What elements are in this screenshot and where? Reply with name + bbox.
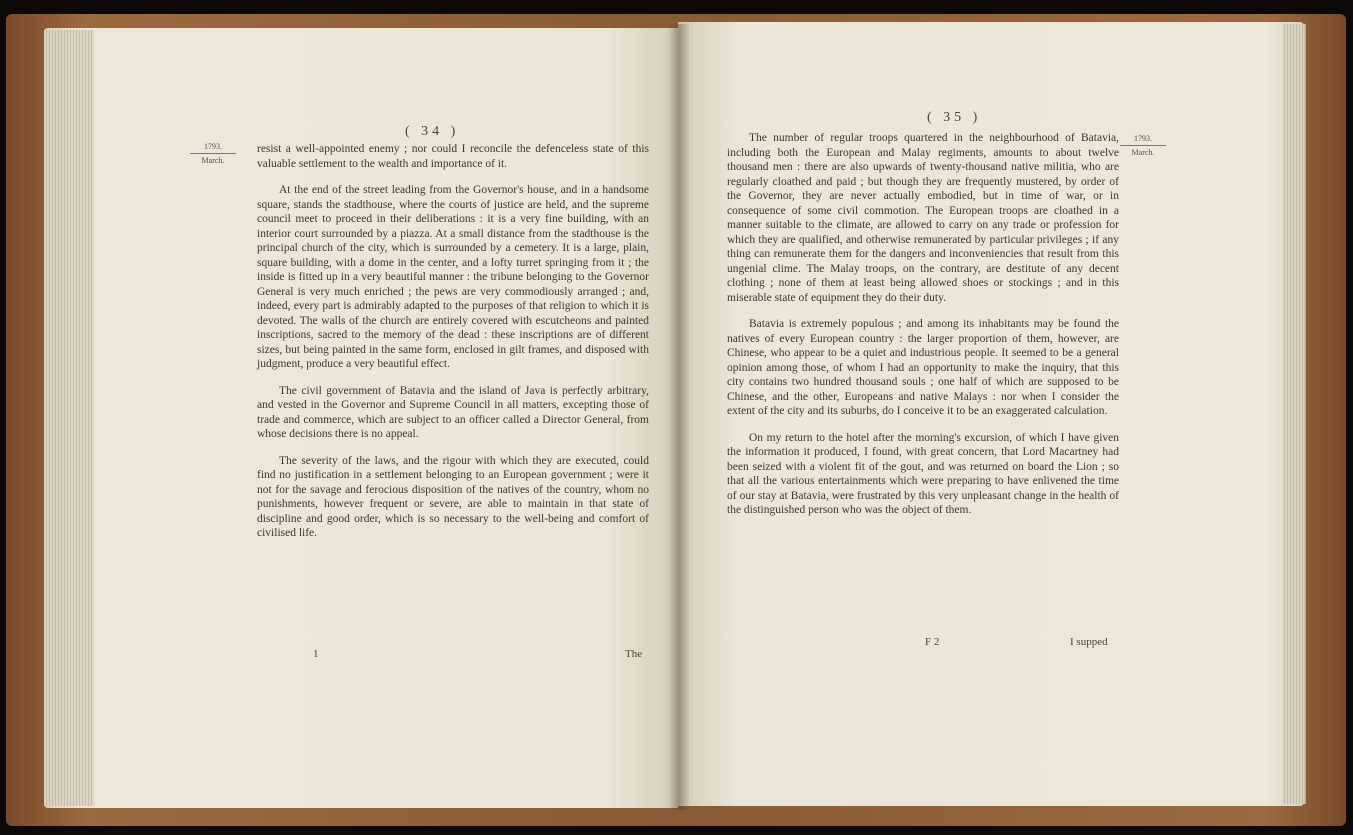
book-gutter — [668, 24, 690, 810]
left-margin-month: March. — [201, 156, 225, 165]
right-page-text — [727, 131, 1119, 518]
left-paragraph-3: The civil government of Batavia and the island of Java is perfectly arbitrary, and vested in the Governor and Supreme Council in all matters, excepting those of trade and commerce, which are subject to an officer called a Director General, from whose decisions there is no appeal. — [257, 384, 649, 440]
right-margin-note — [1120, 134, 1166, 158]
left-margin-year: 1793. — [190, 142, 236, 154]
left-paragraph-4: The severity of the laws, and the rigour with which they are executed, could find no justification in a settlement belonging to an European government ; were it not for the savage and ferocious disposition of the natives of the country, whom no punishments, however frequent or severe, are able to maintain in that state of discipline and good order, which is so necessary to the well-being and comfort of civilised life. — [257, 454, 649, 539]
right-page-number: ( 35 ) — [927, 110, 982, 125]
left-paragraph-2: At the end of the street leading from the Governor's house, and in a handsome square, stands the stadthouse, where the courts of justice are held, and the supreme council meet to proceed in their deliberations : it is a very fine building, with an interior court surrounded by a piazza. At a small distance from the stadthouse is the principal church of the city, which is surrounded by a cemetery. It is a large, plain, square building, with a dome in the center, and a lofty turret springing from it ; the inside is fitted up in a very beautiful manner : the tribune belonging to the Governor General is very much enriched ; the pews are very commodiously arranged ; and, indeed, every part is admirably adapted to the purposes of that religion to which it is devoted. The walls of the church are entirely covered with escutcheons and painted inscriptions, sacred to the memory of the dead : these inscriptions are of different sizes, but being painted in the same form, enclosed in gilt frames, and disposed with judgment, produce a very beautiful effect. — [257, 184, 649, 370]
right-page-edges — [1282, 24, 1306, 804]
right-paragraph-3: On my return to the hotel after the morning's excursion, of which I have given the information it produced, I found, with great concern, that Lord Macartney had been seized with a violent fit of the gout, and was returned on board the Lion ; so that all the various entertainments which were preparing to have enlivened the time of our stay at Batavia, were frustrated by this very unpleasant change in the health of the distinguished person who was the object of them. — [727, 431, 1119, 516]
right-margin-month: March. — [1131, 148, 1155, 157]
left-paragraph-1: resist a well-appointed enemy ; nor could I reconcile the defenceless state of this valuable settlement to the wealth and importance of it. — [257, 143, 649, 170]
left-page-text — [257, 142, 649, 541]
right-paragraph-2: Batavia is extremely populous ; and among its inhabitants may be found the natives of every European country : the larger proportion of them, however, are Chinese, who appear to be a quiet and industrious people. It seemed to be a general opinion among those, of whom I had an opportunity to make the inquiry, that this city contains two hundred thousand souls ; one half of which are supposed to be Chinese, and the other, Europeans and native Malays : nor when I consider the extent of the city and its suburbs, do I conceive it to be an exaggerated calculation. — [727, 318, 1119, 417]
right-paragraph-1: The number of regular troops quartered in the neighbourhood of Batavia, including both the European and Malay regiments, amounts to about twelve thousand men : there are also upwards of twenty-thousand native militia, who are regularly cloathed and paid ; but though they are frequently mustered, by order of the Governor, they are never actually embodied, but in time of war, or in consequence of some civil commotion. The European troops are cloathed in a manner suitable to the climate, are allowed to carry on any trade or profession for which they are qualified, and otherwise remunerated by particular privileges ; if any thing can remunerate them for the dangers and inconveniencies that result from this ungenial clime. The Malay troops, on the contrary, are destitute of any decent clothing ; none of them at least being allowed shoes or stockings ; and in this miserable state of equipment they do their duty. — [727, 132, 1119, 304]
right-footer-catchword: I supped — [1070, 636, 1108, 648]
left-margin-note — [190, 142, 236, 166]
right-footer-signature: F 2 — [925, 636, 940, 648]
left-footer-signature: 1 — [313, 648, 319, 660]
right-margin-year: 1793. — [1120, 134, 1166, 146]
left-page-number: ( 34 ) — [405, 124, 460, 139]
left-page-edges — [44, 30, 94, 806]
left-footer-catchword: The — [625, 648, 643, 660]
